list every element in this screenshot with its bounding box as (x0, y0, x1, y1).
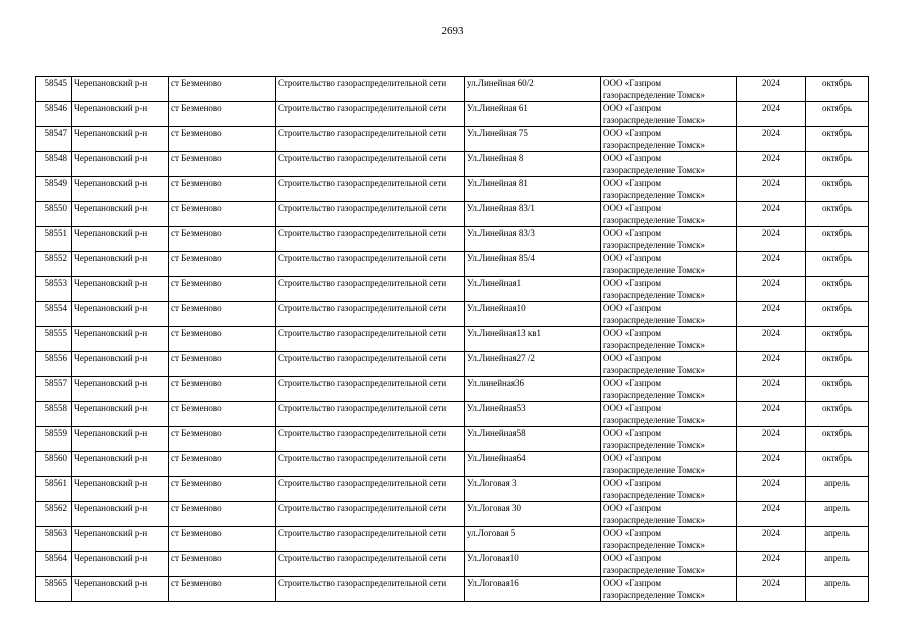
page-number: 2693 (441, 25, 464, 37)
district-cell: Черепановский р-н (72, 102, 169, 127)
district-cell: Черепановский р-н (72, 452, 169, 477)
month-cell: октябрь (806, 252, 869, 277)
settlement-cell: ст Безменово (169, 327, 276, 352)
row-number-cell: 58547 (36, 127, 72, 152)
table-row (36, 127, 869, 152)
organization-cell: ООО «Газпром газораспределение Томск» (601, 327, 737, 352)
table-row (36, 152, 869, 177)
month-cell: октябрь (806, 377, 869, 402)
settlement-cell: ст Безменово (169, 502, 276, 527)
address-cell: Ул.Линейная 83/3 (465, 227, 601, 252)
table-row (36, 227, 869, 252)
district-cell: Черепановский р-н (72, 277, 169, 302)
district-cell: Черепановский р-н (72, 177, 169, 202)
settlement-cell: ст Безменово (169, 252, 276, 277)
table-row (36, 527, 869, 552)
row-number-cell: 58549 (36, 177, 72, 202)
district-cell: Черепановский р-н (72, 152, 169, 177)
table-row (36, 577, 869, 602)
table-row (36, 302, 869, 327)
address-cell: Ул.Линейная 85/4 (465, 252, 601, 277)
district-cell: Черепановский р-н (72, 77, 169, 102)
table-row (36, 202, 869, 227)
row-number-cell: 58557 (36, 377, 72, 402)
district-cell: Черепановский р-н (72, 427, 169, 452)
work-type-cell: Строительство газораспределительной сети (276, 77, 465, 102)
table-row (36, 177, 869, 202)
organization-cell: ООО «Газпром газораспределение Томск» (601, 552, 737, 577)
table-row (36, 477, 869, 502)
district-cell: Черепановский р-н (72, 402, 169, 427)
settlement-cell: ст Безменово (169, 302, 276, 327)
settlement-cell: ст Безменово (169, 277, 276, 302)
month-cell: октябрь (806, 327, 869, 352)
year-cell: 2024 (737, 352, 806, 377)
address-cell: Ул.Линейная27 /2 (465, 352, 601, 377)
work-type-cell: Строительство газораспределительной сети (276, 352, 465, 377)
settlement-cell: ст Безменово (169, 477, 276, 502)
row-number-cell: 58563 (36, 527, 72, 552)
organization-cell: ООО «Газпром газораспределение Томск» (601, 302, 737, 327)
address-cell: Ул.Линейная1 (465, 277, 601, 302)
address-cell: ул.Линейная 60/2 (465, 77, 601, 102)
month-cell: апрель (806, 502, 869, 527)
address-cell: ул.Логовая 5 (465, 527, 601, 552)
row-number-cell: 58546 (36, 102, 72, 127)
table-row (36, 277, 869, 302)
month-cell: октябрь (806, 102, 869, 127)
work-type-cell: Строительство газораспределительной сети (276, 477, 465, 502)
table-row (36, 252, 869, 277)
work-type-cell: Строительство газораспределительной сети (276, 427, 465, 452)
month-cell: апрель (806, 577, 869, 602)
year-cell: 2024 (737, 477, 806, 502)
settlement-cell: ст Безменово (169, 177, 276, 202)
settlement-cell: ст Безменово (169, 452, 276, 477)
settlement-cell: ст Безменово (169, 102, 276, 127)
year-cell: 2024 (737, 402, 806, 427)
district-cell: Черепановский р-н (72, 302, 169, 327)
month-cell: апрель (806, 527, 869, 552)
settlement-cell: ст Безменово (169, 427, 276, 452)
address-cell: Ул.Линейная 83/1 (465, 202, 601, 227)
table-row (36, 502, 869, 527)
table-row (36, 327, 869, 352)
district-cell: Черепановский р-н (72, 227, 169, 252)
table-row (36, 402, 869, 427)
year-cell: 2024 (737, 252, 806, 277)
month-cell: октябрь (806, 202, 869, 227)
year-cell: 2024 (737, 227, 806, 252)
work-type-cell: Строительство газораспределительной сети (276, 577, 465, 602)
table-row (36, 77, 869, 102)
row-number-cell: 58545 (36, 77, 72, 102)
table-row (36, 452, 869, 477)
month-cell: октябрь (806, 177, 869, 202)
year-cell: 2024 (737, 152, 806, 177)
table-row (36, 427, 869, 452)
district-cell: Черепановский р-н (72, 202, 169, 227)
work-type-cell: Строительство газораспределительной сети (276, 127, 465, 152)
settlement-cell: ст Безменово (169, 552, 276, 577)
address-cell: Ул.Логовая 30 (465, 502, 601, 527)
organization-cell: ООО «Газпром газораспределение Томск» (601, 252, 737, 277)
row-number-cell: 58554 (36, 302, 72, 327)
address-cell: Ул.Линейная13 кв1 (465, 327, 601, 352)
work-type-cell: Строительство газораспределительной сети (276, 452, 465, 477)
address-cell: Ул.Линейная 75 (465, 127, 601, 152)
row-number-cell: 58561 (36, 477, 72, 502)
gasification-table (35, 76, 869, 602)
month-cell: октябрь (806, 127, 869, 152)
year-cell: 2024 (737, 502, 806, 527)
settlement-cell: ст Безменово (169, 227, 276, 252)
address-cell: Ул.Линейная 8 (465, 152, 601, 177)
row-number-cell: 58562 (36, 502, 72, 527)
month-cell: октябрь (806, 452, 869, 477)
row-number-cell: 58565 (36, 577, 72, 602)
organization-cell: ООО «Газпром газораспределение Томск» (601, 377, 737, 402)
district-cell: Черепановский р-н (72, 527, 169, 552)
work-type-cell: Строительство газораспределительной сети (276, 202, 465, 227)
settlement-cell: ст Безменово (169, 352, 276, 377)
organization-cell: ООО «Газпром газораспределение Томск» (601, 77, 737, 102)
organization-cell: ООО «Газпром газораспределение Томск» (601, 402, 737, 427)
row-number-cell: 58551 (36, 227, 72, 252)
organization-cell: ООО «Газпром газораспределение Томск» (601, 352, 737, 377)
row-number-cell: 58548 (36, 152, 72, 177)
table-body (36, 77, 869, 602)
work-type-cell: Строительство газораспределительной сети (276, 102, 465, 127)
month-cell: октябрь (806, 302, 869, 327)
settlement-cell: ст Безменово (169, 377, 276, 402)
address-cell: Ул.Линейная10 (465, 302, 601, 327)
district-cell: Черепановский р-н (72, 552, 169, 577)
month-cell: апрель (806, 552, 869, 577)
table-row (36, 552, 869, 577)
district-cell: Черепановский р-н (72, 352, 169, 377)
organization-cell: ООО «Газпром газораспределение Томск» (601, 152, 737, 177)
row-number-cell: 58558 (36, 402, 72, 427)
row-number-cell: 58559 (36, 427, 72, 452)
district-cell: Черепановский р-н (72, 127, 169, 152)
work-type-cell: Строительство газораспределительной сети (276, 177, 465, 202)
month-cell: октябрь (806, 277, 869, 302)
organization-cell: ООО «Газпром газораспределение Томск» (601, 177, 737, 202)
month-cell: апрель (806, 477, 869, 502)
year-cell: 2024 (737, 452, 806, 477)
address-cell: Ул.Логовая16 (465, 577, 601, 602)
settlement-cell: ст Безменово (169, 152, 276, 177)
year-cell: 2024 (737, 527, 806, 552)
year-cell: 2024 (737, 327, 806, 352)
work-type-cell: Строительство газораспределительной сети (276, 527, 465, 552)
organization-cell: ООО «Газпром газораспределение Томск» (601, 427, 737, 452)
settlement-cell: ст Безменово (169, 77, 276, 102)
address-cell: Ул.Линейная53 (465, 402, 601, 427)
organization-cell: ООО «Газпром газораспределение Томск» (601, 577, 737, 602)
settlement-cell: ст Безменово (169, 127, 276, 152)
address-cell: Ул.Линейная64 (465, 452, 601, 477)
district-cell: Черепановский р-н (72, 377, 169, 402)
month-cell: октябрь (806, 427, 869, 452)
settlement-cell: ст Безменово (169, 402, 276, 427)
work-type-cell: Строительство газораспределительной сети (276, 302, 465, 327)
address-cell: Ул.Линейная 81 (465, 177, 601, 202)
month-cell: октябрь (806, 402, 869, 427)
month-cell: октябрь (806, 152, 869, 177)
row-number-cell: 58556 (36, 352, 72, 377)
row-number-cell: 58553 (36, 277, 72, 302)
row-number-cell: 58552 (36, 252, 72, 277)
organization-cell: ООО «Газпром газораспределение Томск» (601, 452, 737, 477)
work-type-cell: Строительство газораспределительной сети (276, 252, 465, 277)
district-cell: Черепановский р-н (72, 577, 169, 602)
year-cell: 2024 (737, 177, 806, 202)
organization-cell: ООО «Газпром газораспределение Томск» (601, 227, 737, 252)
table-row (36, 352, 869, 377)
organization-cell: ООО «Газпром газораспределение Томск» (601, 477, 737, 502)
row-number-cell: 58555 (36, 327, 72, 352)
work-type-cell: Строительство газораспределительной сети (276, 327, 465, 352)
settlement-cell: ст Безменово (169, 527, 276, 552)
month-cell: октябрь (806, 227, 869, 252)
work-type-cell: Строительство газораспределительной сети (276, 402, 465, 427)
district-cell: Черепановский р-н (72, 252, 169, 277)
address-cell: Ул.Линейная 61 (465, 102, 601, 127)
work-type-cell: Строительство газораспределительной сети (276, 277, 465, 302)
table-row (36, 102, 869, 127)
work-type-cell: Строительство газораспределительной сети (276, 227, 465, 252)
district-cell: Черепановский р-н (72, 327, 169, 352)
work-type-cell: Строительство газораспределительной сети (276, 152, 465, 177)
district-cell: Черепановский р-н (72, 477, 169, 502)
work-type-cell: Строительство газораспределительной сети (276, 552, 465, 577)
organization-cell: ООО «Газпром газораспределение Томск» (601, 102, 737, 127)
settlement-cell: ст Безменово (169, 202, 276, 227)
district-cell: Черепановский р-н (72, 502, 169, 527)
address-cell: Ул.Логовая10 (465, 552, 601, 577)
year-cell: 2024 (737, 377, 806, 402)
year-cell: 2024 (737, 102, 806, 127)
year-cell: 2024 (737, 577, 806, 602)
organization-cell: ООО «Газпром газораспределение Томск» (601, 127, 737, 152)
organization-cell: ООО «Газпром газораспределение Томск» (601, 277, 737, 302)
month-cell: октябрь (806, 352, 869, 377)
year-cell: 2024 (737, 302, 806, 327)
year-cell: 2024 (737, 77, 806, 102)
organization-cell: ООО «Газпром газораспределение Томск» (601, 502, 737, 527)
month-cell: октябрь (806, 77, 869, 102)
address-cell: Ул.Линейная58 (465, 427, 601, 452)
year-cell: 2024 (737, 277, 806, 302)
work-type-cell: Строительство газораспределительной сети (276, 502, 465, 527)
row-number-cell: 58564 (36, 552, 72, 577)
organization-cell: ООО «Газпром газораспределение Томск» (601, 202, 737, 227)
row-number-cell: 58550 (36, 202, 72, 227)
settlement-cell: ст Безменово (169, 577, 276, 602)
year-cell: 2024 (737, 127, 806, 152)
address-cell: Ул.Логовая 3 (465, 477, 601, 502)
work-type-cell: Строительство газораспределительной сети (276, 377, 465, 402)
table-row (36, 377, 869, 402)
year-cell: 2024 (737, 427, 806, 452)
organization-cell: ООО «Газпром газораспределение Томск» (601, 527, 737, 552)
year-cell: 2024 (737, 202, 806, 227)
row-number-cell: 58560 (36, 452, 72, 477)
year-cell: 2024 (737, 552, 806, 577)
address-cell: Ул.линейная36 (465, 377, 601, 402)
